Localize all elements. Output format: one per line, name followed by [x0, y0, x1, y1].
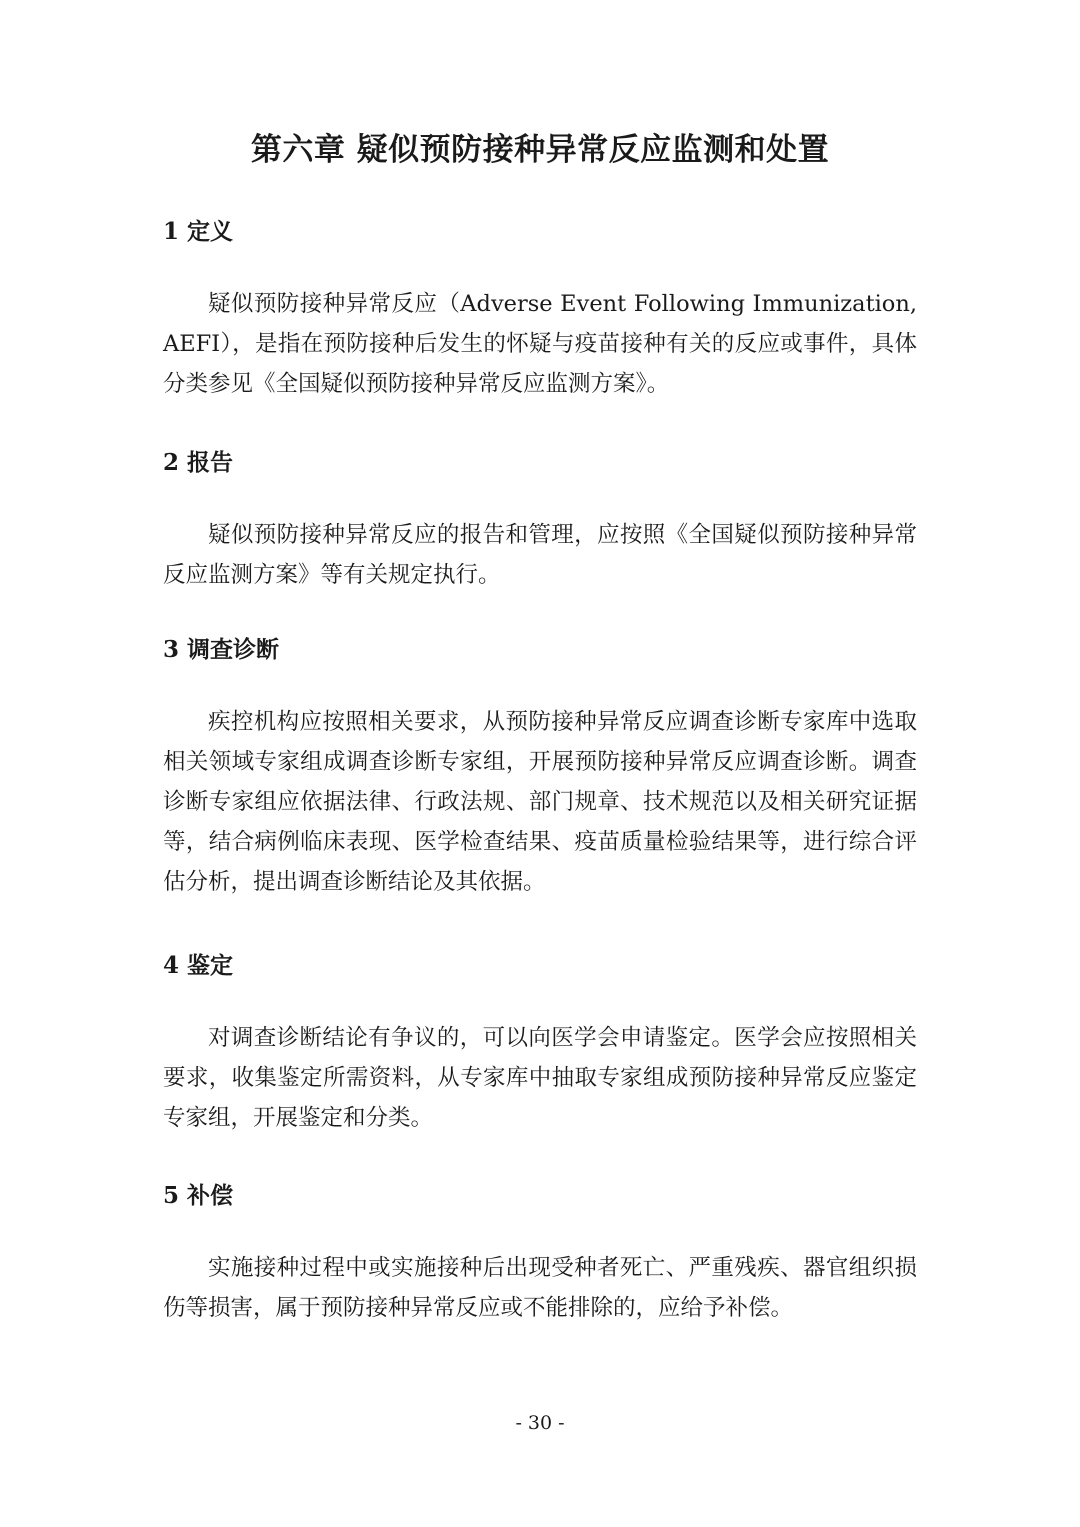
- section-heading-compensation: 5 补偿: [163, 1182, 234, 1209]
- page-number: - 30 -: [515, 1412, 565, 1434]
- chapter-title: 第六章 疑似预防接种异常反应监测和处置: [250, 132, 830, 168]
- section-heading-definition: 1 定义: [163, 218, 234, 245]
- section-paragraph-definition: 疑似预防接种异常反应（Adverse Event Following Immunization, AEFI），是指在预防接种后发生的怀疑与疫苗接种有关的反应或事件，具体分类参见《全国疑似预防接种异常反应监测方案》。: [163, 291, 917, 397]
- section-paragraph-report: 疑似预防接种异常反应的报告和管理，应按照《全国疑似预防接种异常反应监测方案》等有关规定执行。: [163, 522, 917, 588]
- section-heading-appraisal: 4 鉴定: [163, 952, 234, 979]
- section-paragraph-appraisal: 对调查诊断结论有争议的，可以向医学会申请鉴定。医学会应按照相关要求，收集鉴定所需资料，从专家库中抽取专家组成预防接种异常反应鉴定专家组，开展鉴定和分类。: [163, 1025, 917, 1131]
- section-paragraph-investigation: 疾控机构应按照相关要求，从预防接种异常反应调查诊断专家库中选取相关领域专家组成调查诊断专家组，开展预防接种异常反应调查诊断。调查诊断专家组应依据法律、行政法规、部门规章、技术规范以及相关研究证据等，结合病例临床表现、医学检查结果、疫苗质量检验结果等，进行综合评估分析，提出调查诊断结论及其依据。: [163, 709, 917, 895]
- section-heading-investigation: 3 调查诊断: [163, 636, 280, 663]
- section-heading-report: 2 报告: [163, 449, 234, 476]
- section-paragraph-compensation: 实施接种过程中或实施接种后出现受种者死亡、严重残疾、器官组织损伤等损害，属于预防接种异常反应或不能排除的，应给予补偿。: [163, 1255, 917, 1321]
